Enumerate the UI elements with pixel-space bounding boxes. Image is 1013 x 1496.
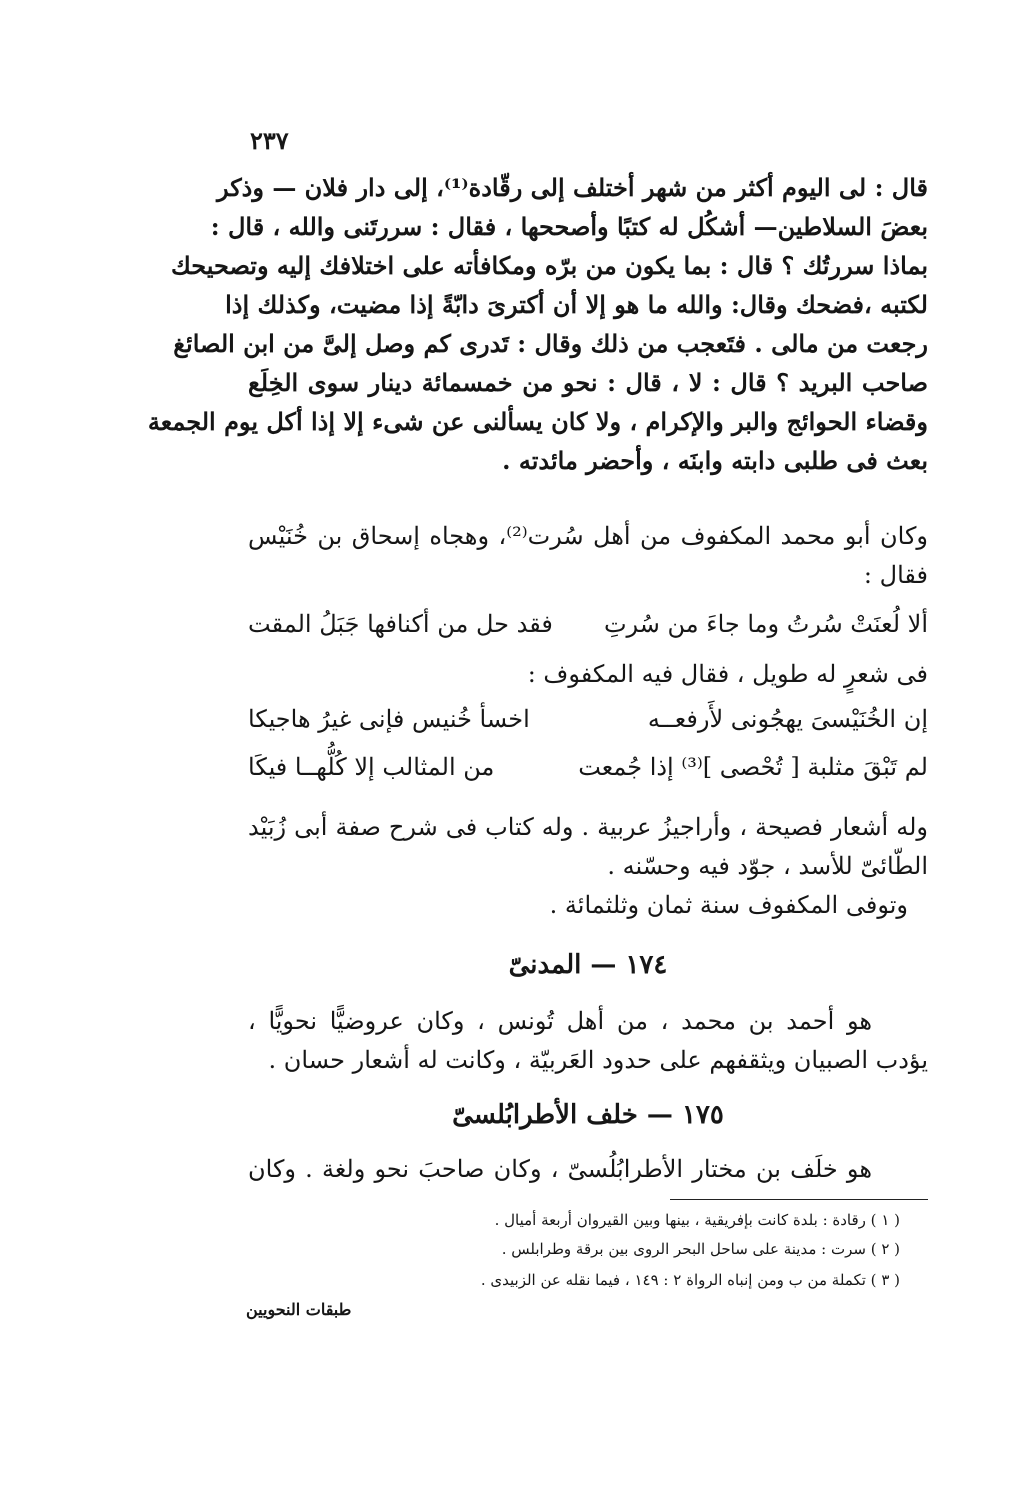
verse-second-hemistich: فقد حل من أكنافها جَبَلُ المقت [248,610,553,638]
text-line: فقال : [863,561,928,589]
paragraph-4 [248,808,928,925]
text-line: فى شعرٍ له طويل ، فقال فيه المكفوف : [527,660,928,688]
text-line: وكان أبو محمد المكفوف من أهل سُرت⁽²⁾، وهجاه إسحاق بن خُنَيْس [248,522,928,550]
verse-3 [248,753,928,793]
paragraph-2 [248,517,928,595]
footnote-divider [670,1199,928,1200]
footnote-3: ( ٣ ) تكملة من ب ومن إنباه الرواة ٢ : ١٤٩ ، فيما نقله عن الزبيدى . [480,1271,900,1289]
paragraph-5 [248,1002,928,1080]
paragraph-3 [248,655,928,694]
section-heading-175: ١٧٥ — خلف الأطرابُلسىّ [452,1100,724,1130]
page-number: ٢٣٧ [250,126,289,155]
text-line: وتوفى المكفوف سنة ثمان وثلثمائة . [549,891,908,919]
text-line: رجعت من مالى . فتَعجب من ذلك وقال : تَدرى كم وصل إلىَّ من ابن الصائغ [173,329,928,358]
paragraph-6 [248,1150,928,1189]
verse-second-hemistich: من المثالب إلا كُلُّهــا فيكَا [248,753,495,781]
section-heading-174: ١٧٤ — المدنىّ [508,950,668,980]
text-line: بعضَ السلاطين— أشكُل له كتبًا وأصححها ، فقال : سررتَنى والله ، قال : [210,212,928,241]
running-footer: طبقات النحويين [246,1300,352,1319]
text-line: هو أحمد بن محمد ، من أهل تُونس ، وكان عروضيًّا نحويًّا ، [248,1007,872,1035]
verse-1 [248,610,928,650]
verse-second-hemistich: اخسأ خُنيس فإنى غيرُ هاجيكا [248,705,530,733]
footnote-2: ( ٢ ) سرت : مدينة على ساحل البحر الروى بين برقة وطرابلس . [501,1240,900,1258]
paragraph-1 [147,168,928,480]
text-line: يؤدب الصبيان ويثقفهم على حدود العَربيّة ، وكانت له أشعار حسان . [268,1046,928,1074]
verse-first-hemistich: لم تَبْقَ مثلبة [ تُحْصى ]⁽³⁾ إذا جُمعت [578,753,928,781]
verse-first-hemistich: إن الخُنَيْسىَ يهجُونى لأَرفعــه [647,705,928,733]
text-line: قال : لى اليوم أكثر من شهر أختلف إلى رقّادة⁽¹⁾، إلى دار فلان — وذكر [217,173,928,202]
text-line: بعث فى طلبى دابته وابنَه ، وأحضر مائدته . [502,446,928,475]
footnote-1: ( ١ ) رقادة : بلدة كانت بإفريقية ، بينها وبين القيروان أربعة أميال . [494,1211,900,1229]
text-line: هو خلَف بن مختار الأطرابُلُسىّ ، وكان صاحبَ نحو ولغة . وكان [248,1155,872,1183]
text-line: وله أشعار فصيحة ، وأراجيزُ عربية . وله كتاب فى شرح صفة أبى زُبَيْد [248,813,928,841]
text-line: لكتبه ،فضحك وقال: والله ما هو إلا أن أكترىَ دابّةً إذا مضيت، وكذلك إذا [225,290,928,319]
verse-2 [248,705,928,745]
text-line: بماذا سررتُك ؟ قال : بما يكون من برّه ومكافأته على اختلافك إليه وتصحيحك [171,251,928,280]
verse-first-hemistich: ألا لُعنَتْ سُرتُ وما جاءَ من سُرتِ [603,610,928,638]
text-line: الطّائىّ للأسد ، جوّد فيه وحسّنه . [607,852,928,880]
text-line: صاحب البريد ؟ قال : لا ، قال : نحو من خمسمائة دينار سوى الخِلَع [248,368,928,397]
text-line: وقضاء الحوائج والبر والإكرام ، ولا كان يسألنى عن شىء إلا إذا أكل يوم الجمعة [147,407,928,436]
